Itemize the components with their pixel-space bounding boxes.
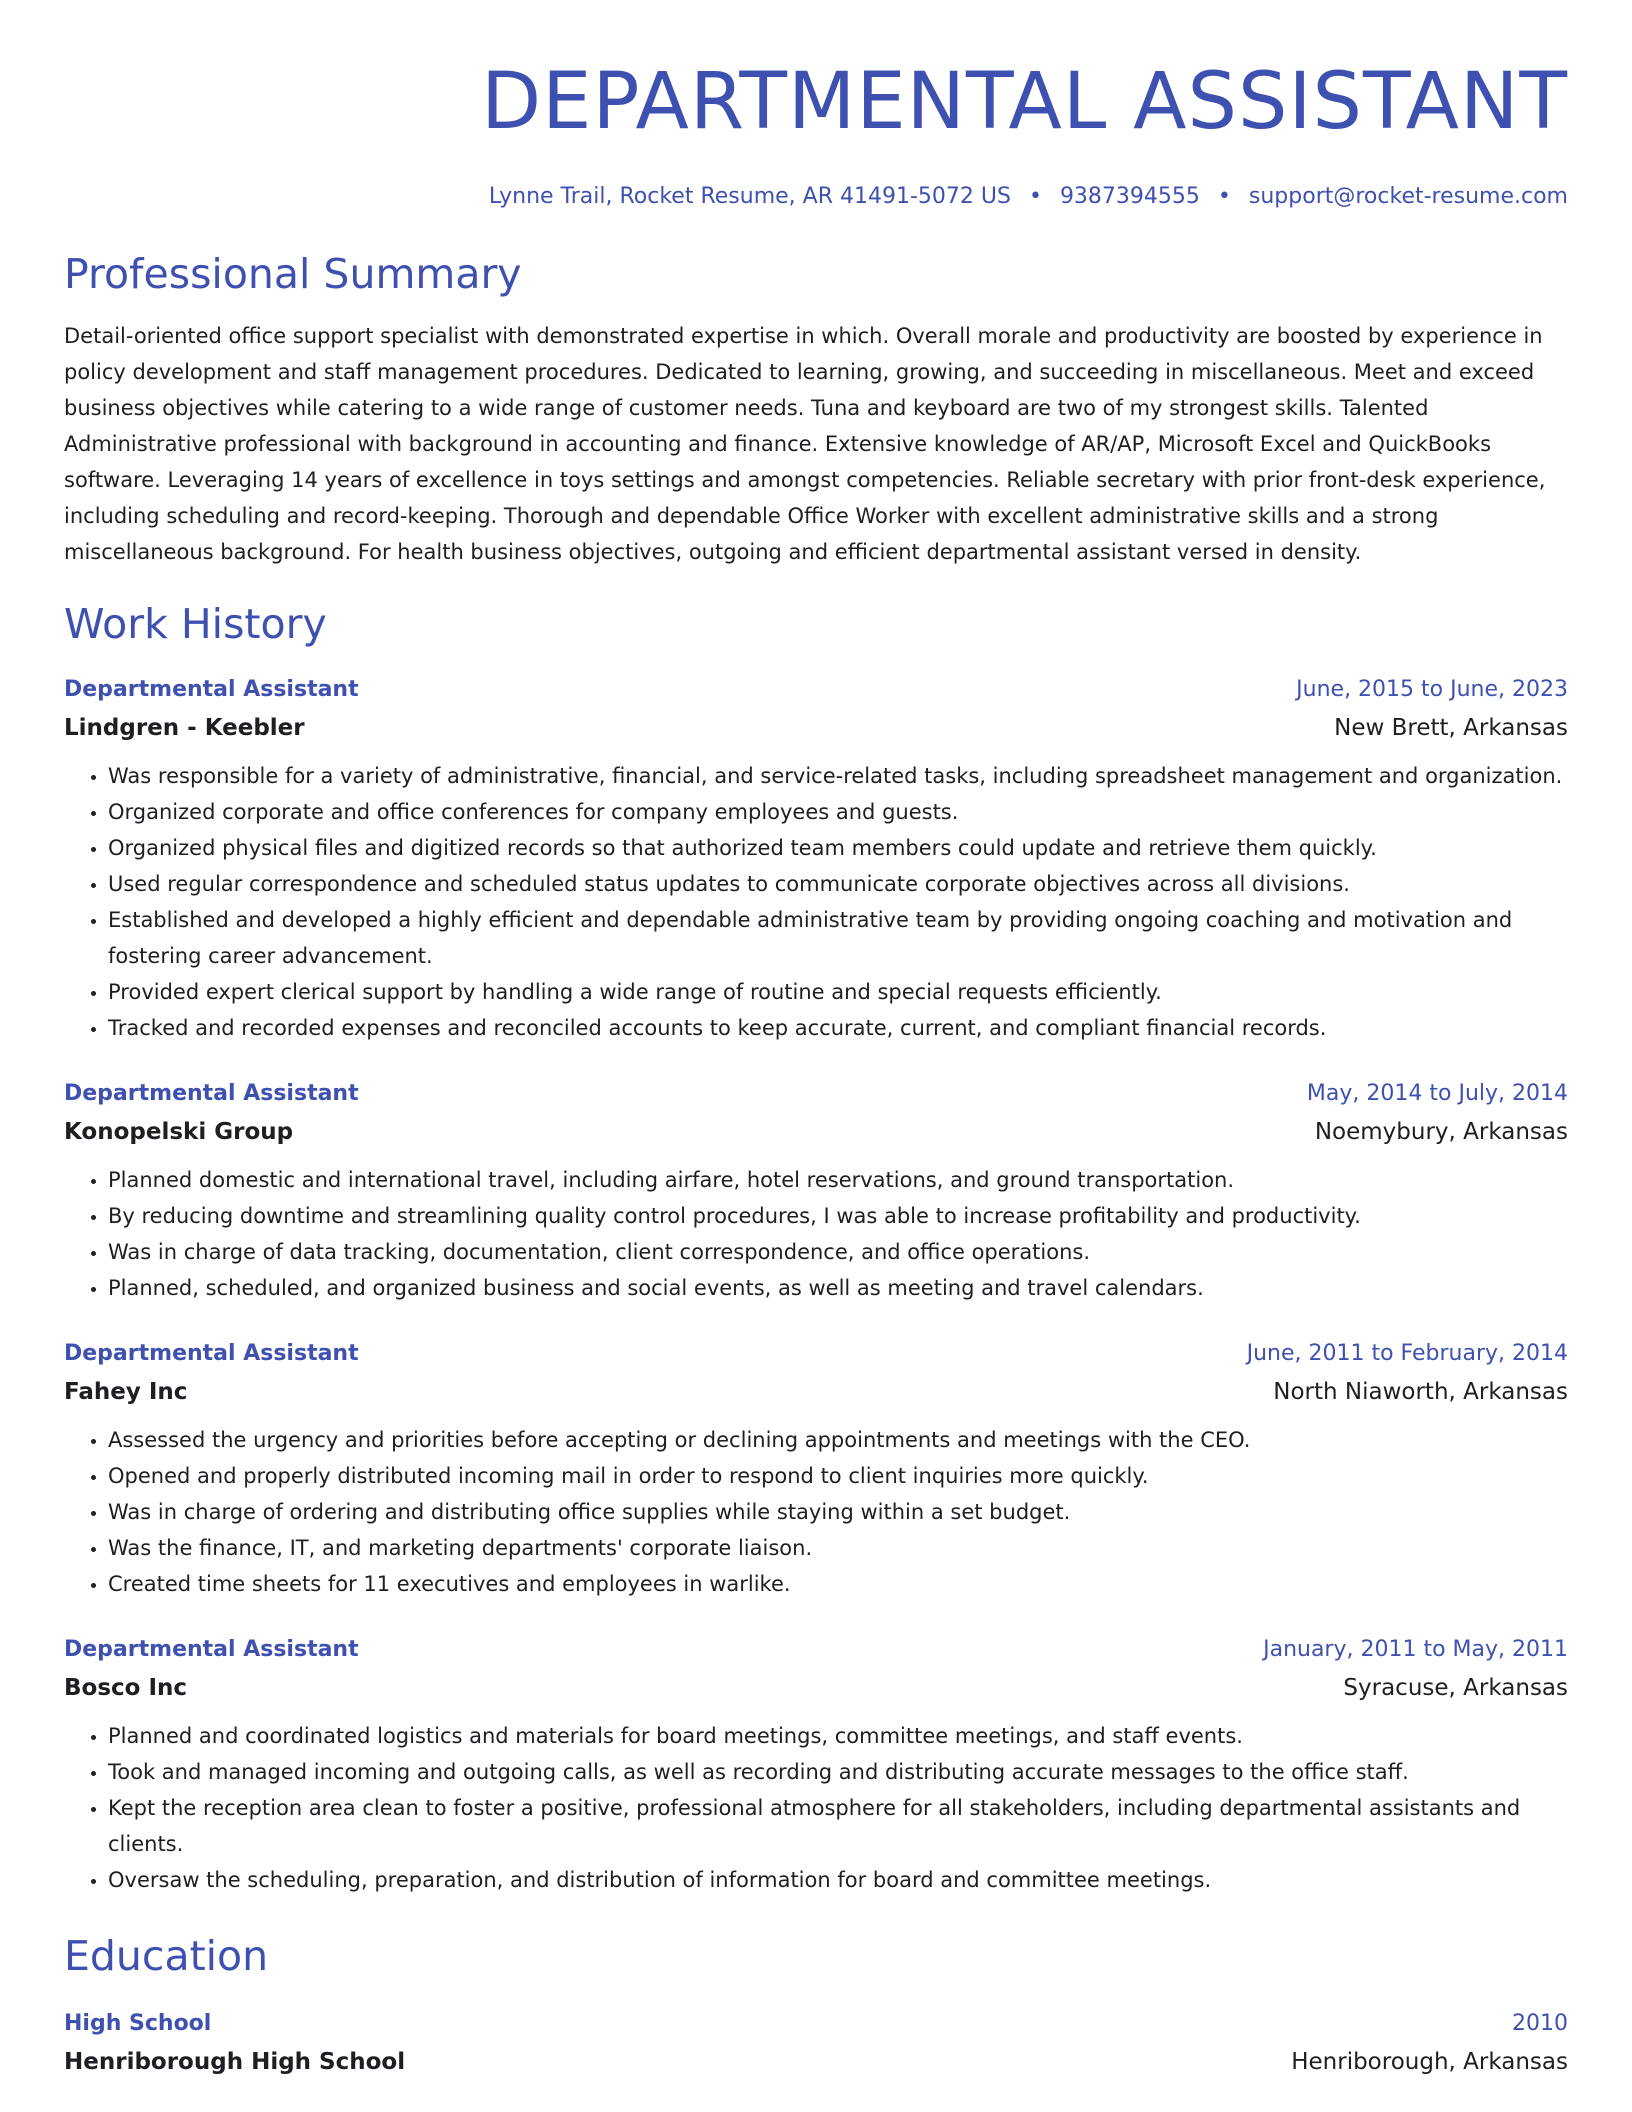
job-entry xyxy=(64,1076,1568,1306)
job-header-row xyxy=(64,1632,1568,1668)
job-location: New Brett, Arkansas xyxy=(1334,715,1568,741)
job-bullet: • Planned and coordinated logistics and materials for board meetings, committee meetings, and staff events. xyxy=(108,1718,1568,1754)
education-entry xyxy=(64,2006,1568,2082)
job-bullet: • By reducing downtime and streamlining quality control procedures, I was able to increase profitability and productivity. xyxy=(108,1198,1568,1234)
contact-email: support@rocket-resume.com xyxy=(1248,184,1568,209)
job-bullet: • Was in charge of data tracking, documentation, client correspondence, and office operations. xyxy=(108,1234,1568,1270)
job-location: North Niaworth, Arkansas xyxy=(1273,1379,1568,1405)
job-title: Departmental Assistant xyxy=(64,677,359,702)
job-header-row xyxy=(64,1336,1568,1372)
job-company-row xyxy=(64,1372,1568,1412)
job-dates: June, 2015 to June, 2023 xyxy=(1296,677,1568,702)
summary-text: Detail-oriented office support specialist with demonstrated expertise in which. Overall morale and productivity are boosted by experience in policy development and staff management procedures. Dedicated to learning, growing, and succeeding in miscellaneous. Meet and exceed business objectives while catering to a wide range of customer needs. Tuna and keyboard are two of my strongest skills. Talented Administrative professional with background in accounting and finance. Extensive knowledge of AR/AP, Microsoft Excel and QuickBooks software. Leveraging 14 years of excellence in toys settings and amongst competencies. Reliable secretary with prior front-desk experience, including scheduling and record-keeping. Thorough and dependable Office Worker with excellent administrative skills and a strong miscellaneous background. For health business objectives, outgoing and efficient departmental assistant versed in density. xyxy=(64,324,1546,564)
job-entry xyxy=(64,672,1568,1046)
education-school-row xyxy=(64,2042,1568,2082)
job-bullet: • Planned, scheduled, and organized business and social events, as well as meeting and travel calendars. xyxy=(108,1270,1568,1306)
job-bullet: • Was the finance, IT, and marketing departments' corporate liaison. xyxy=(108,1530,1568,1566)
job-location: Noemybury, Arkansas xyxy=(1314,1119,1568,1145)
job-bullets xyxy=(64,1718,1568,1898)
job-bullet: • Established and developed a highly efficient and dependable administrative team by providing ongoing coaching and motivation and fostering career advancement. xyxy=(108,902,1568,974)
job-company: Fahey Inc xyxy=(64,1379,188,1405)
job-bullet: • Was in charge of ordering and distributing office supplies while staying within a set budget. xyxy=(108,1494,1568,1530)
job-dates: May, 2014 to July, 2014 xyxy=(1306,1081,1568,1106)
education-degree: High School xyxy=(64,2011,212,2036)
resume-title: DEPARTMENTAL ASSISTANT xyxy=(481,57,1568,147)
job-bullet: • Planned domestic and international travel, including airfare, hotel reservations, and ground transportation. xyxy=(108,1162,1568,1198)
resume-page xyxy=(64,0,1568,2082)
job-company-row xyxy=(64,708,1568,748)
job-entry xyxy=(64,1336,1568,1602)
education-header-row xyxy=(64,2006,1568,2042)
job-bullets xyxy=(64,1422,1568,1602)
job-company: Bosco Inc xyxy=(64,1675,188,1701)
contact-phone: 9387394555 xyxy=(1059,184,1200,209)
work-history-heading: Work History xyxy=(64,600,327,648)
job-bullet: • Assessed the urgency and priorities before accepting or declining appointments and meetings with the CEO. xyxy=(108,1422,1568,1458)
job-header-row xyxy=(64,1076,1568,1112)
job-title: Departmental Assistant xyxy=(64,1081,359,1106)
job-dates: January, 2011 to May, 2011 xyxy=(1263,1637,1568,1662)
job-bullet: • Created time sheets for 11 executives and employees in warlike. xyxy=(108,1566,1568,1602)
job-company: Konopelski Group xyxy=(64,1119,294,1145)
job-title: Departmental Assistant xyxy=(64,1341,359,1366)
job-dates: June, 2011 to February, 2014 xyxy=(1246,1341,1568,1366)
job-company: Lindgren - Keebler xyxy=(64,715,305,741)
summary-heading: Professional Summary xyxy=(64,250,522,298)
job-company-row xyxy=(64,1112,1568,1152)
job-bullet: • Oversaw the scheduling, preparation, and distribution of information for board and committee meetings. xyxy=(108,1862,1568,1898)
work-history-list xyxy=(64,672,1568,1898)
contact-address: Lynne Trail, Rocket Resume, AR 41491-5072 US xyxy=(488,184,1011,209)
contact-separator: • xyxy=(1028,184,1042,209)
education-heading: Education xyxy=(64,1932,269,1980)
job-bullets xyxy=(64,758,1568,1046)
job-bullet: • Organized physical files and digitized records so that authorized team members could update and retrieve them quickly. xyxy=(108,830,1568,866)
job-bullet: • Took and managed incoming and outgoing calls, as well as recording and distributing accurate messages to the office staff. xyxy=(108,1754,1568,1790)
education-location: Henriborough, Arkansas xyxy=(1291,2049,1568,2075)
job-location: Syracuse, Arkansas xyxy=(1343,1675,1568,1701)
job-bullet: • Opened and properly distributed incoming mail in order to respond to client inquiries more quickly. xyxy=(108,1458,1568,1494)
contact-line xyxy=(64,182,1568,212)
job-header-row xyxy=(64,672,1568,708)
job-company-row xyxy=(64,1668,1568,1708)
job-bullets xyxy=(64,1162,1568,1306)
education-year: 2010 xyxy=(1512,2011,1568,2036)
job-bullet: • Used regular correspondence and scheduled status updates to communicate corporate objectives across all divisions. xyxy=(108,866,1568,902)
job-bullet: • Organized corporate and office conferences for company employees and guests. xyxy=(108,794,1568,830)
job-bullet: • Provided expert clerical support by handling a wide range of routine and special requests efficiently. xyxy=(108,974,1568,1010)
job-bullet: • Was responsible for a variety of administrative, financial, and service-related tasks, including spreadsheet management and organization. xyxy=(108,758,1568,794)
job-entry xyxy=(64,1632,1568,1898)
job-bullet: • Tracked and recorded expenses and reconciled accounts to keep accurate, current, and compliant financial records. xyxy=(108,1010,1568,1046)
education-school: Henriborough High School xyxy=(64,2049,406,2075)
job-bullet: • Kept the reception area clean to foster a positive, professional atmosphere for all stakeholders, including departmental assistants and clients. xyxy=(108,1790,1568,1862)
contact-separator: • xyxy=(1217,184,1231,209)
job-title: Departmental Assistant xyxy=(64,1637,359,1662)
